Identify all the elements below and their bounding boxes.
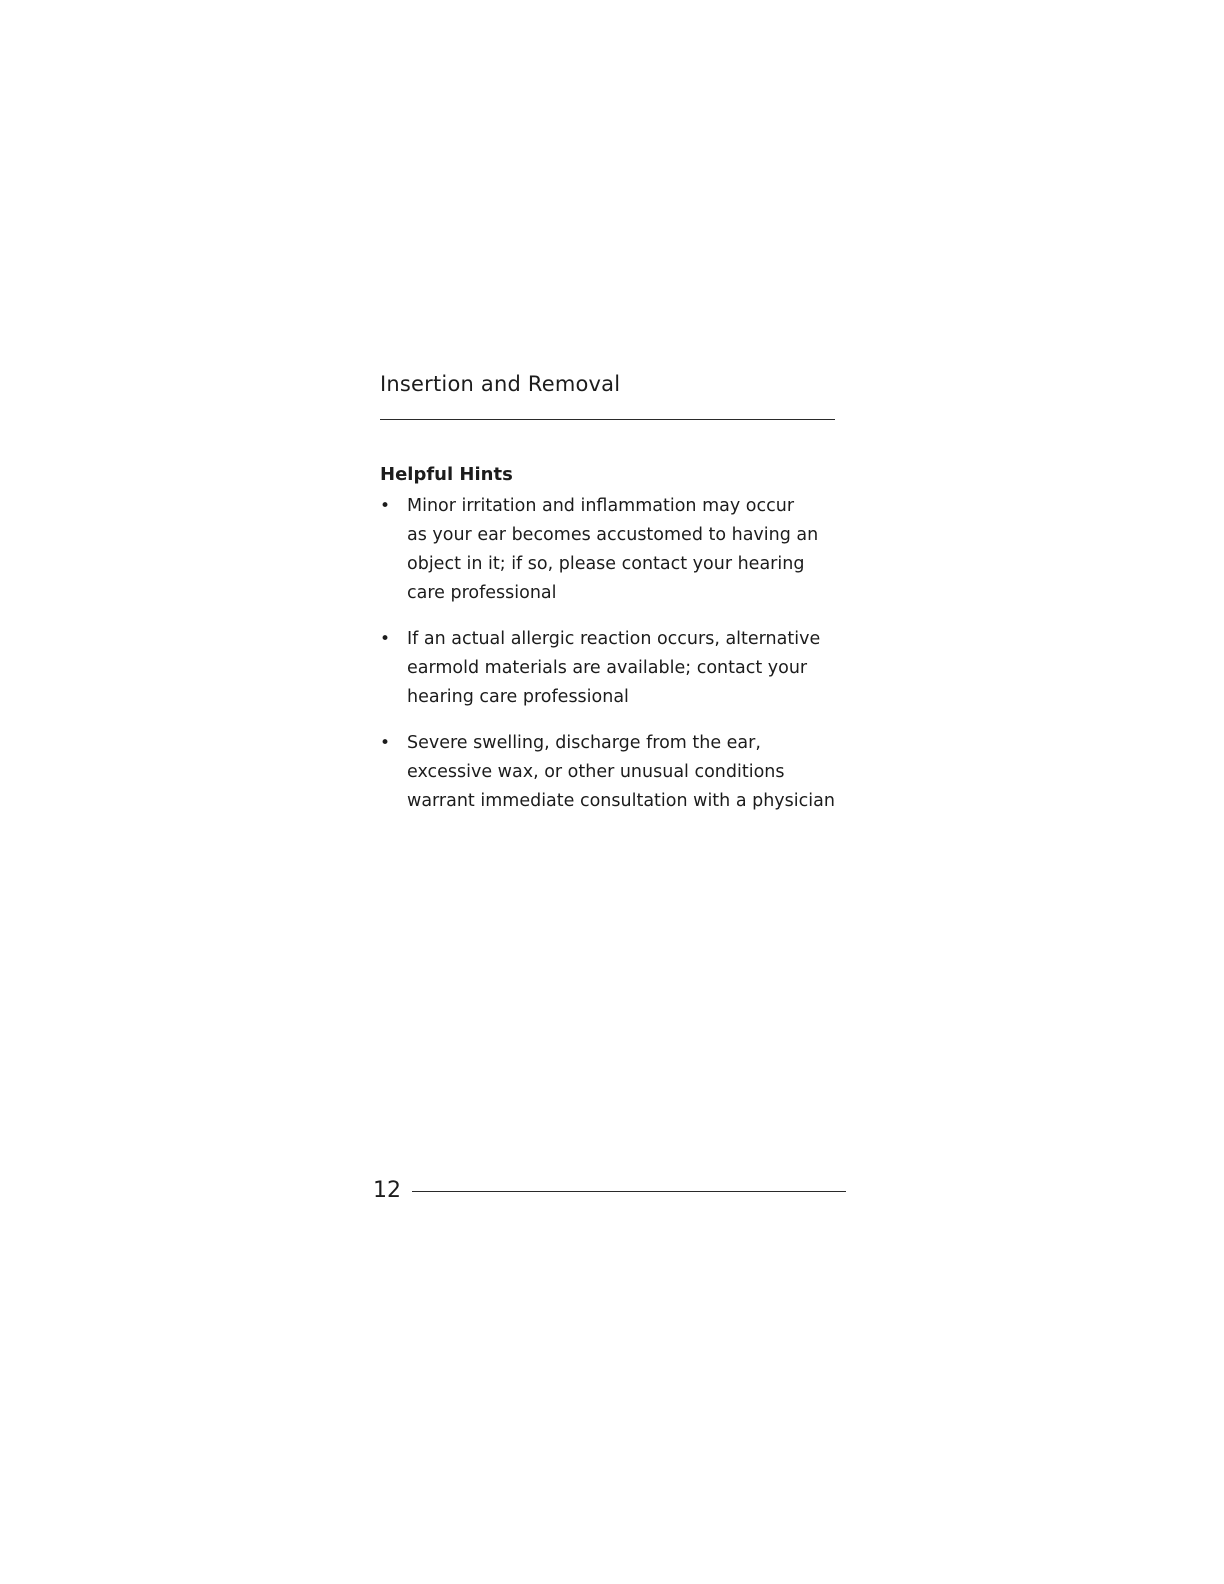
page-number: 12	[373, 1178, 401, 1203]
hint-text: If an actual allergic reaction occurs, alternative earmold materials are available; contact your hearing care professional	[407, 629, 821, 707]
hints-list	[380, 492, 850, 833]
title-divider	[380, 419, 835, 420]
footer-divider	[412, 1191, 846, 1192]
section-title: Insertion and Removal	[380, 372, 621, 396]
list-item	[380, 625, 850, 712]
bullet-icon: •	[380, 496, 391, 516]
hint-text: Minor irritation and inflammation may occur as your ear becomes accustomed to having an object in it; if so, please contact your hearing care professional	[407, 496, 819, 603]
list-item	[380, 492, 850, 608]
bullet-icon: •	[380, 733, 391, 753]
helpful-hints-heading: Helpful Hints	[380, 464, 513, 485]
hint-text: Severe swelling, discharge from the ear, excessive wax, or other unusual conditions warrant immediate consultation with a physician	[407, 733, 835, 811]
bullet-icon: •	[380, 629, 391, 649]
list-item	[380, 729, 850, 816]
